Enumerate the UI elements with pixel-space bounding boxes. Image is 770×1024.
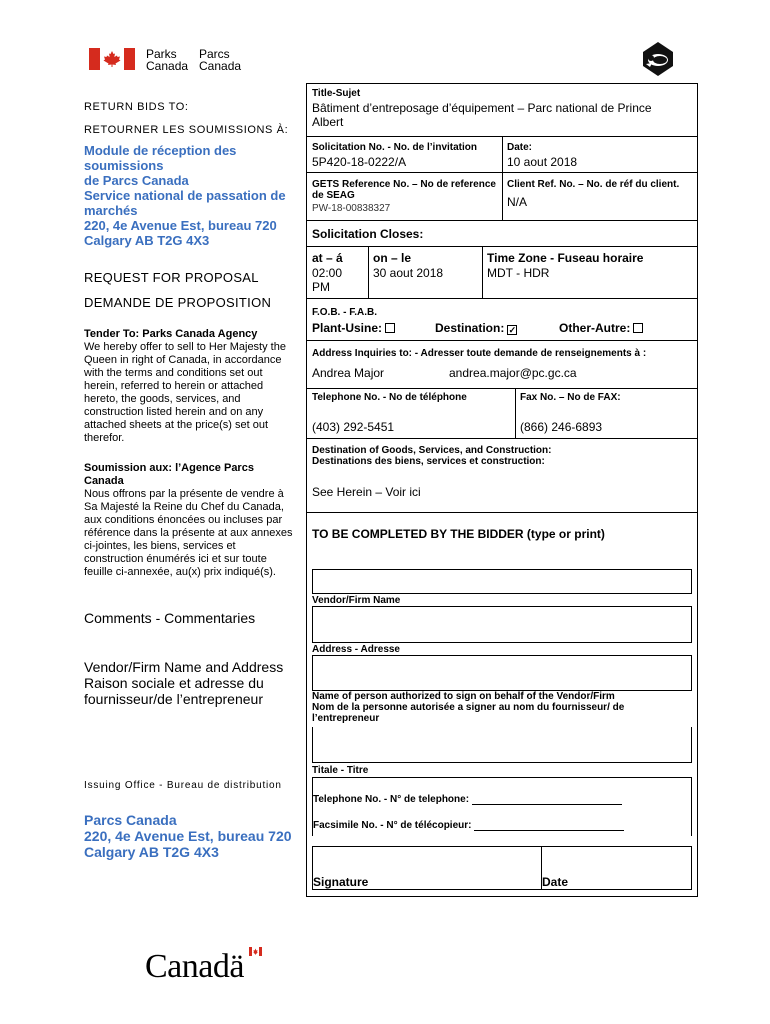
title-input[interactable] [312,727,692,763]
inquiries-label: Address Inquiries to: - Adresser toute demande de renseignements à : [312,348,647,359]
solicitation-label: Solicitation No. - No. de l’invitation [312,142,477,153]
title-label: Title-Sujet [312,88,361,99]
destination-checkbox[interactable]: ✓ [508,325,517,335]
fax-value: (866) 246-6893 [520,420,603,434]
closes-cell [307,221,697,247]
signature-date-input[interactable] [541,846,692,890]
beaver-emblem-icon [640,40,676,78]
agency-name-en: Parks Canada [146,47,189,73]
bidder-heading: TO BE COMPLETED BY THE BIDDER (type or print) [312,527,605,541]
at-cell [307,247,369,299]
contact-lines [312,777,692,836]
solicitation-value: 5P420-18-0222/A [312,155,407,169]
rfp-title-fr: DEMANDE DE PROPOSITION [84,295,272,310]
timezone-cell [483,247,697,299]
plant-label: Plant-Usine: [312,321,383,335]
vendor-address-label: Vendor/Firm Name and Address Raison sociale et adresse du fournisseur/de l’entrepreneur [84,659,284,707]
gets-label: GETS Reference No. – No de reference de SEAG [312,179,496,201]
fax-label: Fax No. – No de FAX: [520,392,621,403]
authorized-person-label: Name of person authorized to sign on behalf of the Vendor/Firm Nom de la personne autorisée a signer au nom du fournisseur/ de l’entrepreneur [312,691,625,724]
bidder-phone-input[interactable] [472,794,622,805]
phone-value: (403) 292-5451 [312,420,395,434]
timezone-label: Time Zone - Fuseau horaire [487,251,644,265]
on-label: on – le [373,251,412,265]
rfp-title-en: REQUEST FOR PROPOSAL [84,270,259,285]
client-ref-cell [503,173,697,221]
return-bids-en: RETURN BIDS TO: [84,101,189,113]
bidder-heading-cell [307,513,697,555]
client-ref-label: Client Ref. No. – No. de réf du client. [507,179,680,190]
on-value: 30 aout 2018 [373,266,444,280]
other-label: Other-Autre: [559,321,631,335]
bidder-fax-row [313,820,624,831]
tender-en: Tender To: Parks Canada Agency We hereby offer to sell to Her Majesty the Queen in right of Canada, in accordance with the terms and conditions set out herein, referred to herein or attached hereto, the goods, services, and construction listed herein and on any attached sheets at the price(s) set out therefor. [84,328,286,444]
fob-cell [307,299,697,341]
fob-label: F.O.B. - F.A.B. [312,307,377,318]
fob-destination [435,321,517,335]
at-label: at – á [312,251,343,265]
timezone-value: MDT - HDR [487,266,550,280]
canada-flag-icon [89,48,135,70]
solicitation-form [306,83,698,897]
on-cell [369,247,483,299]
fob-plant [312,321,395,335]
signature-date-label: Date [542,875,569,889]
fax-cell [516,389,697,439]
return-bids-fr: RETOURNER LES SOUMISSIONS À: [84,124,289,136]
phone-label: Telephone No. - No de téléphone [312,392,467,403]
date-label: Date: [507,142,533,153]
gets-cell [307,173,503,221]
vendor-name-input[interactable] [312,569,692,594]
destination-goods-value: See Herein – Voir ici [312,485,421,499]
address-label: Address - Adresse [312,644,400,655]
bidder-fax-label: Facsimile No. - N° de télécopieur: [313,820,472,831]
wordmark-flag-icon [249,947,262,956]
signature-input[interactable] [312,846,542,890]
solicitation-cell [307,137,503,173]
bidder-fax-input[interactable] [474,820,624,831]
inquiries-cell [307,341,697,389]
bidder-phone-label: Telephone No. - N° de telephone: [313,794,470,805]
fob-other [559,321,643,335]
date-cell [503,137,697,173]
title-cell [307,84,697,137]
issuing-address: Parcs Canada 220, 4e Avenue Est, bureau 720 Calgary AB T2G 4X3 [84,812,292,860]
gets-value: PW-18-00838327 [312,203,391,214]
canada-wordmark: Canadä [145,948,244,985]
title-value: Bâtiment d’entreposage d’équipement – Parc national de Prince Albert [312,101,652,129]
tender-fr: Soumission aux: l’Agence Parcs Canada Nous offrons par la présente de vendre à Sa Majesté la Reine du Chef du Canada, aux conditions énoncées ou incluses par référence dans la présente at aux annexes ci-jointes, les biens, services et construction énumérés ici et sur toute feuille ci-annexée, au(x) prix indiqué(s). [84,462,293,578]
return-address: Module de réception des soumissions de Parcs Canada Service national de passation de marchés 220, 4e Avenue Est, bureau 720 Calgary AB T2G 4X3 [84,143,286,248]
client-ref-value: N/A [507,195,528,209]
signature-label: Signature [313,875,369,889]
other-checkbox[interactable] [633,323,643,333]
comments-label: Comments - Commentaries [84,610,256,626]
vendor-name-label: Vendor/Firm Name [312,595,401,606]
phone-cell [307,389,516,439]
date-value: 10 aout 2018 [507,155,578,169]
destination-label: Destination: [435,321,505,335]
inquiries-email[interactable]: andrea.major@pc.gc.ca [449,366,577,380]
destination-goods-label: Destination of Goods, Services, and Construction: Destinations des biens, services et construction: [312,445,552,467]
address-input[interactable] [312,606,692,643]
title-titre-label: Titale - Titre [312,765,369,776]
closes-label: Solicitation Closes: [312,227,424,241]
plant-checkbox[interactable] [385,323,395,333]
inquiries-name: Andrea Major [312,366,385,380]
bidder-phone-row [313,794,622,805]
destination-goods-cell [307,439,697,513]
agency-name-fr: Parcs Canada [199,47,242,73]
at-value: 02:00 PM [312,266,343,294]
authorized-person-input[interactable] [312,655,692,691]
issuing-office-label: Issuing Office - Bureau de distribution [84,780,282,791]
